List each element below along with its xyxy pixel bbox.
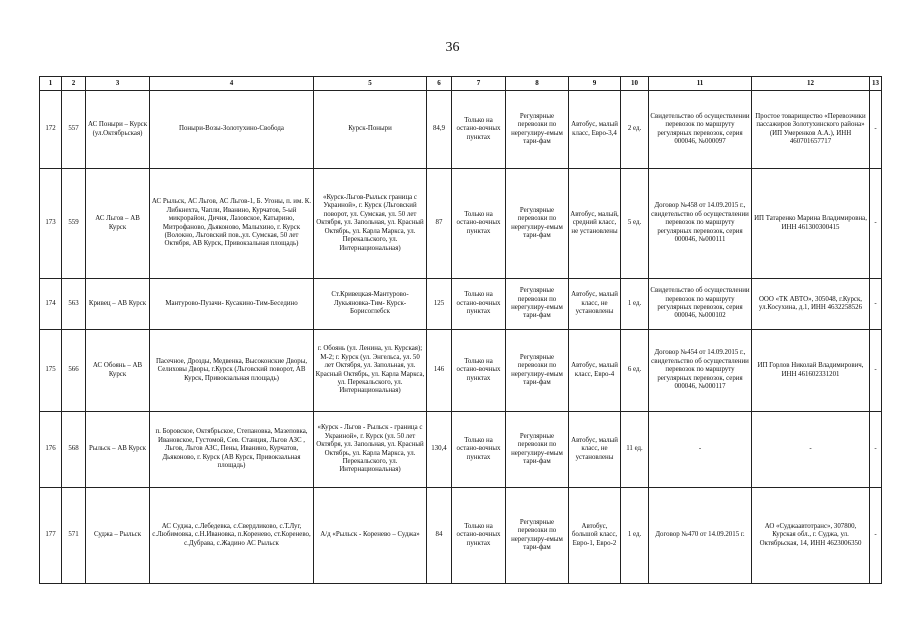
cell-route-code: 566 [62, 330, 86, 412]
cell-certificate: Свидетельство об осуществлении перевозок по маршруту регулярных перевозок, серия 000046, №000102 [649, 279, 752, 330]
cell-route-name: Кривец – АВ Курск [86, 279, 150, 330]
header-cell-4: 4 [150, 77, 314, 91]
cell-streets: «Курск - Льгов - Рыльск - граница с Украиной», г. Курск (ул. 50 лет Октября, ул. Запольная, ул. Красный Октябрь, ул. Карла Маркса, ул. Перекальского, ул. Интернациональная) [314, 412, 427, 488]
cell-route-code: 571 [62, 488, 86, 584]
cell-route-code: 559 [62, 169, 86, 279]
cell-certificate: Договор №458 от 14.09.2015 г., свидетельство об осуществлении перевозок по маршруту регулярных перевозок, серия 000046, №000111 [649, 169, 752, 279]
cell-num: 174 [40, 279, 62, 330]
cell-boarding-order: Только на остано-вочных пунктах [452, 330, 506, 412]
cell-transport-type: Регулярные перевозки по нерегулиру-емым тари-фам [506, 330, 569, 412]
cell-transport-type: Регулярные перевозки по нерегулиру-емым тари-фам [506, 169, 569, 279]
cell-num: 176 [40, 412, 62, 488]
cell-length: 84,9 [427, 91, 452, 169]
header-cell-1: 1 [40, 77, 62, 91]
cell-vehicle-count: 11 ед. [621, 412, 649, 488]
cell-stops: Пасечное, Дрозды, Медвенка, Высоконские Дворы, Селиховы Дворы, г.Курск (Льговский поворот, АВ Курск, Привокзальная площадь) [150, 330, 314, 412]
header-cell-11: 11 [649, 77, 752, 91]
cell-certificate: Свидетельство об осуществлении перевозок по маршруту регулярных перевозок, серия 000046, №000097 [649, 91, 752, 169]
cell-streets: Курск-Поныри [314, 91, 427, 169]
table-row [40, 330, 882, 412]
table-row [40, 279, 882, 330]
cell-streets: «Курск-Льгов-Рыльск граница с Украиной», г. Курск (Льговский поворот, ул. Сумская, ул. 50 лет Октября, ул. Запольная, ул. Красный Октябрь, ул. Карла Маркса, ул. Перекальского, ул. Интернациональная) [314, 169, 427, 279]
table-row [40, 412, 882, 488]
cell-streets: г. Обоянь (ул. Ленина, ул. Курская); М-2; г. Курск (ул. Энгельса, ул. 50 лет Октября, ул. Запольная, ул. Красный Октябрь, ул. Карла Маркса, ул. Перекальского, ул. Интернациональная) [314, 330, 427, 412]
cell-stops: АС Суджа, с.Лебедевка, с.Свердликово, с.Т.Луг, с.Любимовка, с.Н.Ивановка, п.Коренево, ст.Коренево, с.Дубрава, с.Жадино АС Рыльск [150, 488, 314, 584]
cell-route-name: АС Поныри – Курск (ул.Октябрьская) [86, 91, 150, 169]
cell-note: - [870, 412, 882, 488]
cell-certificate: Договор №454 от 14.09.2015 г., свидетельство об осуществлении перевозок по маршруту регулярных перевозок, серия 000046, №000117 [649, 330, 752, 412]
cell-vehicle-count: 6 ед. [621, 330, 649, 412]
header-cell-8: 8 [506, 77, 569, 91]
cell-carrier: ИП Горлов Николай Владимирович, ИНН 461602331201 [752, 330, 870, 412]
cell-stops: АС Рыльск, АС Льгов, АС Льгов-1, Б. Угоны, п. им. К. Либкнехта, Чапли, Иванино, Курчатов, 5-ый микрорайон, Дичня, Лазовское, Катырино, Митрофаново, Дьяконово, Малыхино, г. Курск (Волокно, Льговский пов.,ул. Сумская, 50 лет Октября, АВ Курск, Привокзальная площадь) [150, 169, 314, 279]
cell-vehicle-class: Автобус, малый класс, Евро-4 [569, 330, 621, 412]
cell-carrier: АО «Суджаавтотранс», 307800, Курская обл., г. Суджа, ул. Октябрьская, 14, ИНН 4623006350 [752, 488, 870, 584]
table-row [40, 91, 882, 169]
cell-note: - [870, 330, 882, 412]
cell-vehicle-class: Автобус, малый класс, Евро-3,4 [569, 91, 621, 169]
cell-carrier: ИП Татаренко Марина Владимировна, ИНН 461300300415 [752, 169, 870, 279]
cell-carrier: - [752, 412, 870, 488]
cell-boarding-order: Только на остано-вочных пунктах [452, 91, 506, 169]
cell-vehicle-count: 1 ед. [621, 488, 649, 584]
cell-boarding-order: Только на остано-вочных пунктах [452, 279, 506, 330]
header-cell-12: 12 [752, 77, 870, 91]
cell-certificate: Договор №470 от 14.09.2015 г. [649, 488, 752, 584]
cell-transport-type: Регулярные перевозки по нерегулиру-емым тари-фам [506, 279, 569, 330]
cell-carrier: Простое товарищество «Перевозчики пассажиров Золотухинского района» (ИП Умеренков А.А.), ИНН 460701657717 [752, 91, 870, 169]
header-cell-6: 6 [427, 77, 452, 91]
table-header-row [40, 77, 882, 91]
cell-carrier: ООО «ТК АВТО», 305048, г.Курск, ул.Косухина, д.1, ИНН 4632258526 [752, 279, 870, 330]
page-number: 36 [445, 40, 460, 55]
table-row [40, 488, 882, 584]
routes-table [39, 76, 882, 584]
cell-route-name: Рыльск – АВ Курск [86, 412, 150, 488]
cell-boarding-order: Только на остано-вочных пунктах [452, 169, 506, 279]
cell-length: 146 [427, 330, 452, 412]
header-cell-9: 9 [569, 77, 621, 91]
cell-length: 125 [427, 279, 452, 330]
cell-transport-type: Регулярные перевозки по нерегулиру-емым тари-фам [506, 91, 569, 169]
cell-note: - [870, 91, 882, 169]
cell-vehicle-class: Автобус, малый, средний класс, не установлены [569, 169, 621, 279]
cell-note: - [870, 169, 882, 279]
header-cell-5: 5 [314, 77, 427, 91]
cell-num: 172 [40, 91, 62, 169]
header-cell-7: 7 [452, 77, 506, 91]
cell-vehicle-count: 1 ед. [621, 279, 649, 330]
table-row [40, 169, 882, 279]
cell-boarding-order: Только на остано-вочных пунктах [452, 488, 506, 584]
cell-route-name: Суджа – Рыльск [86, 488, 150, 584]
cell-route-name: АС Обоянь – АВ Курск [86, 330, 150, 412]
cell-vehicle-count: 5 ед. [621, 169, 649, 279]
cell-stops: Мантурово-Пузачи- Кусакино-Тим-Беседино [150, 279, 314, 330]
cell-note: - [870, 279, 882, 330]
cell-length: 130,4 [427, 412, 452, 488]
cell-boarding-order: Только на остано-вочных пунктах [452, 412, 506, 488]
cell-stops: Поныри-Возы-Золотухино-Свобода [150, 91, 314, 169]
cell-streets: Ст.Кривецкая-Мантурово-Лукьяновка-Тим- Курск-Борисоглебск [314, 279, 427, 330]
cell-length: 84 [427, 488, 452, 584]
cell-num: 177 [40, 488, 62, 584]
cell-route-code: 568 [62, 412, 86, 488]
cell-note: - [870, 488, 882, 584]
cell-num: 173 [40, 169, 62, 279]
header-cell-10: 10 [621, 77, 649, 91]
cell-streets: А/д «Рыльск - Коренево – Суджа» [314, 488, 427, 584]
cell-route-code: 563 [62, 279, 86, 330]
cell-transport-type: Регулярные перевозки по нерегулиру-емым тари-фам [506, 488, 569, 584]
header-cell-2: 2 [62, 77, 86, 91]
cell-vehicle-count: 2 ед. [621, 91, 649, 169]
cell-route-name: АС Льгов – АВ Курск [86, 169, 150, 279]
cell-vehicle-class: Автобус, большой класс, Евро-1, Евро-2 [569, 488, 621, 584]
cell-vehicle-class: Автобус, малый класс, не установлены [569, 279, 621, 330]
cell-stops: п. Боровское, Октябрьское, Степановка, Мазеповка, Ивановское, Густомой, Сев. Станция, Льгов АЗС , Льгов, Льгов АЗС, Пены, Иванино, Курчатов, Дьяконово, г. Курск (АВ Курск, Привокзальная площадь) [150, 412, 314, 488]
header-cell-13: 13 [870, 77, 882, 91]
cell-vehicle-class: Автобус, малый класс, не установлены [569, 412, 621, 488]
cell-num: 175 [40, 330, 62, 412]
cell-certificate: - [649, 412, 752, 488]
header-cell-3: 3 [86, 77, 150, 91]
cell-length: 87 [427, 169, 452, 279]
cell-route-code: 557 [62, 91, 86, 169]
cell-transport-type: Регулярные перевозки по нерегулиру-емым тари-фам [506, 412, 569, 488]
